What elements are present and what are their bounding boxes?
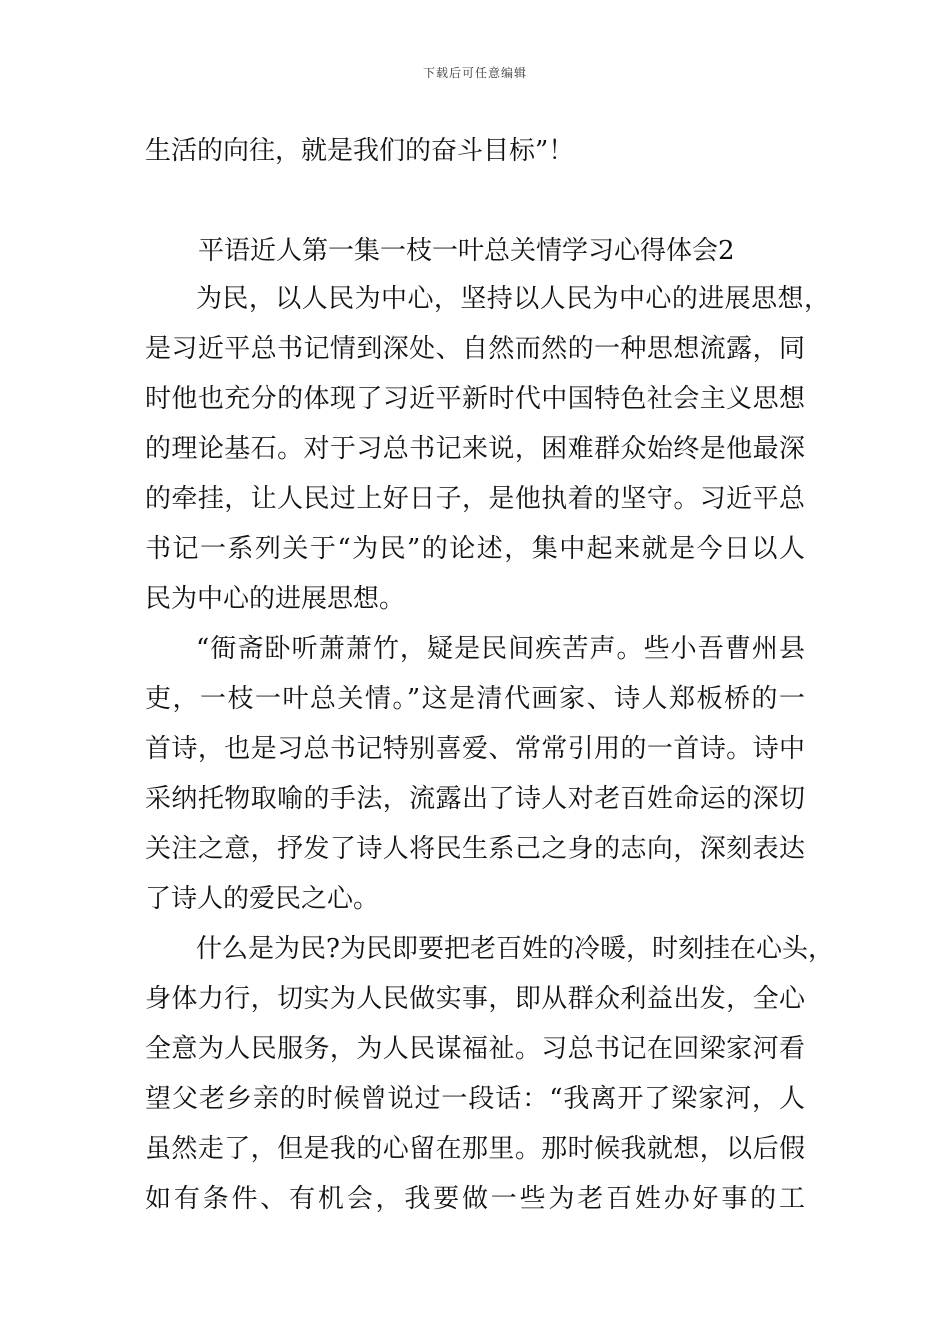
page-header: 下载后可任意编辑 (422, 66, 527, 80)
text-line-3: 为民，以人民为中心，坚持以人民为中心的进展思想， (196, 284, 830, 314)
text-line-16: 什么是为民?为民即要把老百姓的冷暖，时刻挂在心头， (196, 934, 834, 964)
text-line-10: “衙斋卧听萧萧竹，疑是民间疾苦声。些小吾曹州县 (196, 634, 805, 664)
text-line-8: 书记一系列关于“为民”的论述，集中起来就是今日以人 (145, 534, 805, 564)
text-line-20: 虽然走了，但是我的心留在那里。那时候我就想，以后假 (145, 1134, 805, 1164)
text-line-15: 了诗人的爱民之心。 (145, 884, 380, 914)
text-line-9: 民为中心的进展思想。 (145, 584, 406, 614)
text-line-19: 望父老乡亲的时候曾说过一段话：“我离开了梁家河，人 (145, 1084, 805, 1114)
text-line-11: 吏，一枝一叶总关情。”这是清代画家、诗人郑板桥的一 (145, 684, 805, 714)
text-line-7: 的牵挂，让人民过上好日子，是他执着的坚守。习近平总 (145, 484, 805, 514)
text-line-1: 生活的向往，就是我们的奋斗目标”！ (145, 136, 575, 166)
section-heading: 平语近人第一集一枝一叶总关情学习心得体会2 (198, 236, 735, 266)
text-line-13: 采纳托物取喻的手法，流露出了诗人对老百姓命运的深切 (145, 784, 805, 814)
text-line-18: 全意为人民服务，为人民谋福祉。习总书记在回梁家河看 (145, 1034, 805, 1064)
text-line-5: 时他也充分的体现了习近平新时代中国特色社会主义思想 (145, 384, 805, 414)
text-line-4: 是习近平总书记情到深处、自然而然的一种思想流露，同 (145, 334, 805, 364)
text-line-21: 如有条件、有机会，我要做一些为老百姓办好事的工 (145, 1184, 805, 1214)
text-line-12: 首诗，也是习总书记特别喜爱、常常引用的一首诗。诗中 (145, 734, 805, 764)
text-line-17: 身体力行，切实为人民做实事，即从群众利益出发，全心 (145, 984, 805, 1014)
text-line-6: 的理论基石。对于习总书记来说，困难群众始终是他最深 (145, 434, 805, 464)
text-line-14: 关注之意，抒发了诗人将民生系己之身的志向，深刻表达 (145, 834, 805, 864)
